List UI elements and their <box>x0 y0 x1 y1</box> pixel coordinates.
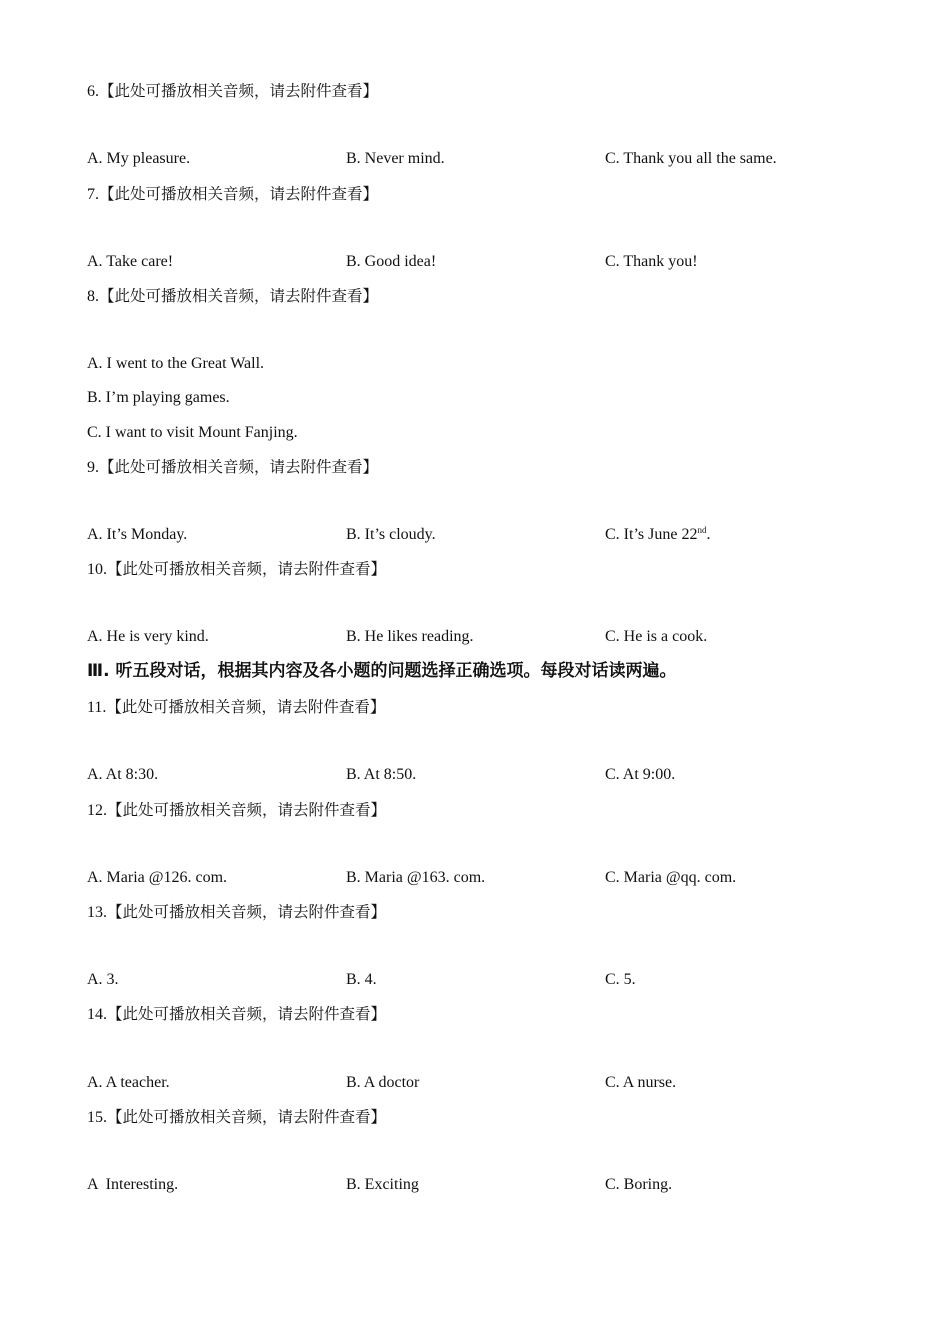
ordinal-suffix: nd <box>697 525 707 535</box>
audio-note: 【此处可播放相关音频，请去附件查看】 <box>99 82 379 100</box>
audio-note: 【此处可播放相关音频，请去附件查看】 <box>99 185 379 203</box>
option-b: B. 4. <box>346 971 377 988</box>
option-b: B. At 8:50. <box>346 766 417 783</box>
option-c-period: . <box>706 526 711 543</box>
audio-note: 【此处可播放相关音频，请去附件查看】 <box>106 698 386 716</box>
question-number: 10. <box>87 561 107 578</box>
question-number: 14. <box>87 1006 107 1023</box>
option-b: B. Never mind. <box>346 150 445 167</box>
option-c: C. Boring. <box>605 1176 673 1193</box>
option-b: B. A doctor <box>346 1074 420 1091</box>
question-11 <box>87 697 385 718</box>
option-c <box>605 525 710 545</box>
question-number: 12. <box>87 802 107 819</box>
option-b: B. Exciting <box>346 1176 419 1193</box>
question-number: 15. <box>87 1109 107 1126</box>
option-b: B. It’s cloudy. <box>346 526 436 543</box>
question-15 <box>87 1107 386 1128</box>
option-c: C. Thank you! <box>605 253 698 270</box>
section-3-heading: Ⅲ. 听五段对话，根据其内容及各小题的问题选择正确选项。每段对话读两遍。 <box>87 661 677 681</box>
option-c-text: C. It’s June 22 <box>605 526 698 543</box>
option-b: B. I’m playing games. <box>87 389 230 406</box>
option-a: A. At 8:30. <box>87 766 159 783</box>
option-a: A. Take care! <box>87 253 174 270</box>
option-c: C. Thank you all the same. <box>605 150 777 167</box>
option-c: C. 5. <box>605 971 636 988</box>
question-8 <box>87 286 378 307</box>
option-a: A Interesting. <box>87 1176 179 1193</box>
option-a: A. A teacher. <box>87 1074 170 1091</box>
option-c: C. He is a cook. <box>605 628 708 645</box>
audio-note: 【此处可播放相关音频，请去附件查看】 <box>107 903 387 921</box>
option-c: C. At 9:00. <box>605 766 676 783</box>
question-number: 6. <box>87 83 99 100</box>
option-a: A. I went to the Great Wall. <box>87 355 265 372</box>
question-number: 7. <box>87 186 99 203</box>
question-13 <box>87 902 386 923</box>
audio-note: 【此处可播放相关音频，请去附件查看】 <box>107 1005 387 1023</box>
option-a: A. He is very kind. <box>87 628 209 645</box>
option-c: C. A nurse. <box>605 1074 677 1091</box>
question-number: 13. <box>87 904 107 921</box>
question-9 <box>87 457 378 478</box>
question-7 <box>87 184 378 205</box>
audio-note: 【此处可播放相关音频，请去附件查看】 <box>107 801 387 819</box>
question-number: 11. <box>87 699 107 716</box>
audio-note: 【此处可播放相关音频，请去附件查看】 <box>107 1108 387 1126</box>
question-6 <box>87 81 378 102</box>
question-number: 8. <box>87 288 99 305</box>
option-c: C. I want to visit Mount Fanjing. <box>87 424 298 441</box>
question-number: 9. <box>87 459 99 476</box>
option-b: B. He likes reading. <box>346 628 474 645</box>
question-12 <box>87 800 386 821</box>
audio-note: 【此处可播放相关音频，请去附件查看】 <box>99 287 379 305</box>
question-14 <box>87 1004 386 1025</box>
option-b: B. Good idea! <box>346 253 437 270</box>
question-10 <box>87 559 386 580</box>
audio-note: 【此处可播放相关音频，请去附件查看】 <box>107 560 387 578</box>
option-a: A. 3. <box>87 971 119 988</box>
option-b: B. Maria @163. com. <box>346 869 486 886</box>
option-a: A. Maria @126. com. <box>87 869 228 886</box>
option-a: A. My pleasure. <box>87 150 191 167</box>
audio-note: 【此处可播放相关音频，请去附件查看】 <box>99 458 379 476</box>
option-a: A. It’s Monday. <box>87 526 188 543</box>
option-c: C. Maria @qq. com. <box>605 869 737 886</box>
